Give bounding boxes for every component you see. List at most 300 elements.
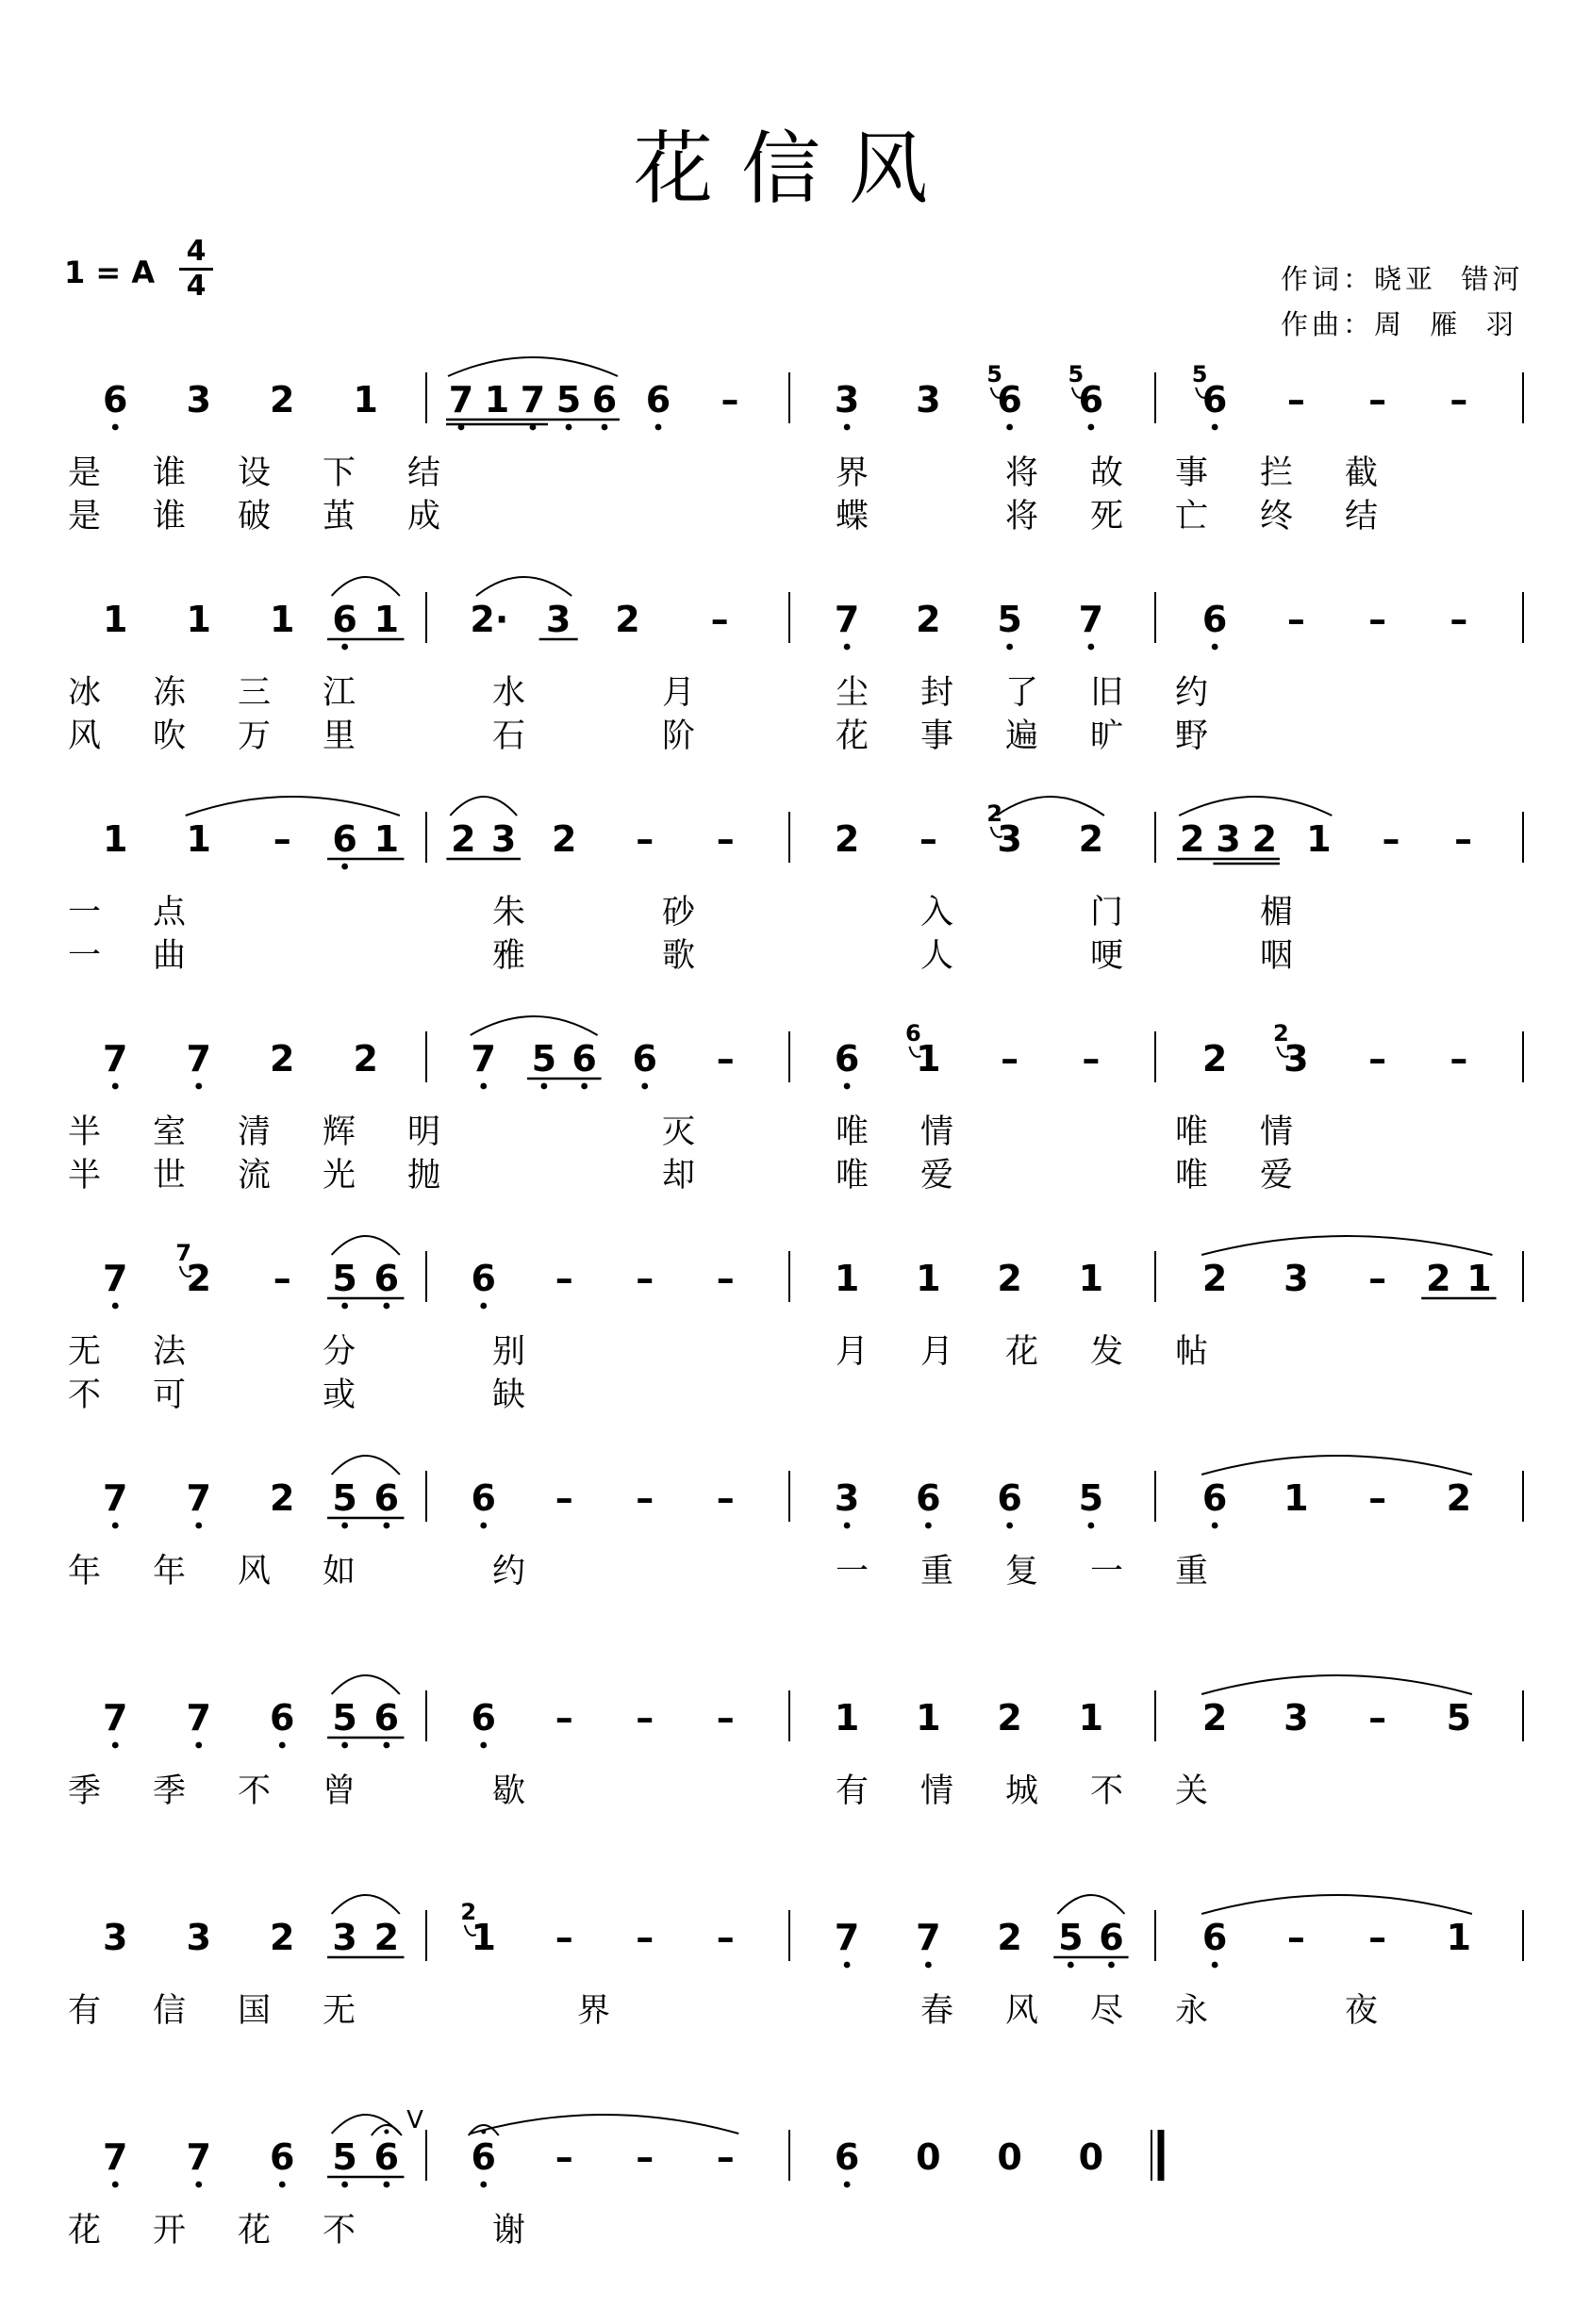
slur <box>450 797 517 816</box>
octave-dot <box>844 1083 851 1090</box>
slur <box>471 1016 598 1035</box>
lyric-char: 界 <box>836 454 870 492</box>
song-title: 花信风 <box>633 123 956 215</box>
lyric-char: 如 <box>323 1553 356 1591</box>
lyric-char: 里 <box>323 717 356 755</box>
octave-dot <box>112 424 119 431</box>
lyric-char: 月 <box>662 674 696 712</box>
slur <box>1179 797 1332 816</box>
lyric-char: 不 <box>238 1772 272 1810</box>
lyric-char: 谁 <box>153 454 187 492</box>
lyric-char: 抛 <box>407 1157 441 1195</box>
note: 7 <box>186 1697 211 1739</box>
note: 2 <box>353 1038 378 1080</box>
fermata-dot <box>384 2130 389 2134</box>
lyric-char: 或 <box>323 1376 356 1414</box>
note: 2 <box>615 599 640 640</box>
octave-dot <box>383 1303 389 1310</box>
lyric-char: 无 <box>68 1333 102 1371</box>
lyric-char: 入 <box>920 894 954 931</box>
lyric-char: 爱 <box>920 1157 954 1195</box>
note: 7 <box>103 1477 128 1519</box>
note: 7 <box>834 1917 860 1958</box>
dash-note: – <box>636 1258 654 1299</box>
note: 1 <box>471 1917 496 1958</box>
lyric-char: 不 <box>68 1376 102 1414</box>
dash-note: – <box>636 1917 654 1958</box>
lyric-char: 门 <box>1090 894 1124 931</box>
note: 6 <box>1201 1917 1228 1958</box>
note: 6 <box>591 379 618 420</box>
note: 3 <box>997 818 1022 860</box>
grace-note: 7 <box>175 1240 192 1266</box>
slur <box>997 797 1104 816</box>
note: 2 <box>997 1917 1022 1958</box>
lyric-char: 砂 <box>662 894 696 931</box>
lyric-char: 爱 <box>1260 1157 1294 1195</box>
note: 6 <box>270 1697 295 1739</box>
lyric-char: 谁 <box>153 498 187 536</box>
lyric-char: 谢 <box>492 2212 526 2250</box>
octave-dot <box>383 2182 389 2188</box>
dash-note: – <box>273 818 291 860</box>
lyric-char: 不 <box>1090 1772 1124 1810</box>
lyric-char: 发 <box>1090 1333 1124 1371</box>
note: 6 <box>471 1697 496 1739</box>
note: 2 <box>834 818 860 860</box>
dash-note: – <box>1449 379 1468 420</box>
note: 5 <box>531 1038 557 1080</box>
lyric-char: 却 <box>662 1157 696 1195</box>
slur <box>332 1456 400 1475</box>
note: 6 <box>645 379 671 420</box>
note: 2 <box>270 1917 295 1958</box>
octave-dot <box>480 2182 487 2188</box>
note: 5 <box>332 1477 357 1519</box>
note: 1 <box>270 599 295 640</box>
octave-dot <box>925 1523 932 1529</box>
lyric-char: 不 <box>323 2212 356 2250</box>
lyric-char: 一 <box>836 1553 870 1591</box>
note: 7 <box>916 1917 941 1958</box>
octave-dot <box>112 1083 119 1090</box>
slur <box>332 2115 400 2134</box>
note: 7 <box>448 379 474 420</box>
octave-dot <box>279 2182 286 2188</box>
slur <box>332 1895 400 1914</box>
slur <box>471 2115 739 2134</box>
lyric-char: 一 <box>1090 1553 1124 1591</box>
grace-note: 5 <box>986 361 1002 387</box>
note: 5 <box>1446 1697 1472 1739</box>
note: 1 <box>186 818 211 860</box>
octave-dot <box>195 2182 202 2188</box>
lyric-char: 开 <box>153 2212 187 2250</box>
lyric-char: 结 <box>1345 498 1379 536</box>
time-denominator: 4 <box>186 270 207 303</box>
octave-dot <box>112 1303 119 1310</box>
octave-dot <box>1087 424 1094 431</box>
octave-dot <box>1108 1962 1115 1969</box>
lyric-char: 无 <box>323 1992 356 2030</box>
lyric-char: 冰 <box>68 674 102 712</box>
note: 7 <box>186 1038 211 1080</box>
dash-note: – <box>716 1477 735 1519</box>
note: 2 <box>1201 1258 1228 1299</box>
dash-note: – <box>919 818 937 860</box>
octave-dot <box>581 1083 588 1090</box>
octave-dot <box>602 424 608 431</box>
key-signature: 1 = A <box>64 255 156 290</box>
lyric-char: 情 <box>1260 1113 1294 1151</box>
lyric-char: 季 <box>153 1772 187 1810</box>
octave-dot <box>341 1303 348 1310</box>
lyric-char: 江 <box>323 674 356 712</box>
lyric-char: 室 <box>153 1113 187 1151</box>
note: 6 <box>270 2136 295 2178</box>
note: 6 <box>1201 379 1228 420</box>
note: 6 <box>373 1697 400 1739</box>
note: 3 <box>834 1477 860 1519</box>
dash-note: – <box>1368 379 1387 420</box>
note: 6 <box>632 1038 657 1080</box>
dash-note: – <box>1454 818 1473 860</box>
octave-dot <box>1212 644 1218 651</box>
lyric-char: 结 <box>407 454 441 492</box>
note: 2 <box>373 1917 400 1958</box>
note: 7 <box>186 1477 211 1519</box>
lyric-char: 尽 <box>1090 1992 1124 2030</box>
slur <box>1201 1236 1492 1255</box>
grace-note: 6 <box>905 1020 921 1047</box>
note: 6 <box>373 2136 400 2178</box>
note: 1 <box>1078 1258 1104 1299</box>
octave-dot <box>844 2182 851 2188</box>
note: 7 <box>834 599 860 640</box>
dash-note: – <box>1001 1038 1019 1080</box>
octave-dot <box>480 1742 487 1749</box>
lyric-char: 旧 <box>1090 674 1124 712</box>
lyric-char: 月 <box>920 1333 954 1371</box>
lyric-char: 花 <box>68 2212 102 2250</box>
lyric-char: 唯 <box>1175 1157 1209 1195</box>
octave-dot <box>566 424 572 431</box>
lyric-char: 春 <box>920 1992 954 2030</box>
note: 6 <box>1099 1917 1124 1958</box>
dash-note: – <box>636 818 654 860</box>
note: 1 <box>1466 1258 1492 1299</box>
octave-dot <box>383 1523 389 1529</box>
note: 5 <box>1078 1477 1104 1519</box>
dash-note: – <box>1368 1258 1387 1299</box>
note: 6 <box>997 1477 1022 1519</box>
lyric-char: 雅 <box>492 937 526 975</box>
note: 1 <box>834 1697 860 1739</box>
lyric-char: 年 <box>153 1553 187 1591</box>
lyric-char: 将 <box>1005 454 1039 492</box>
lyric-char: 花 <box>1005 1333 1039 1371</box>
dash-note: – <box>1368 1038 1387 1080</box>
lyric-char: 帖 <box>1175 1333 1209 1371</box>
octave-dot <box>112 1523 119 1529</box>
octave-dot <box>1212 1962 1218 1969</box>
note: 0 <box>916 2136 941 2178</box>
note: 3 <box>1216 818 1241 860</box>
note: 6 <box>1201 1477 1228 1519</box>
note: 3 <box>186 379 211 420</box>
octave-dot <box>844 644 851 651</box>
lyric-char: 尘 <box>836 674 870 712</box>
note: 6 <box>1078 379 1104 420</box>
lyric-char: 唯 <box>836 1113 870 1151</box>
note: 2 <box>186 1258 211 1299</box>
note: 7 <box>103 1697 128 1739</box>
lyric-char: 死 <box>1090 498 1124 536</box>
note: 2 <box>270 379 295 420</box>
dash-note: – <box>1449 1038 1468 1080</box>
note: 2 <box>1201 1038 1228 1080</box>
note: 2 <box>451 818 476 860</box>
lyric-char: 界 <box>577 1992 611 2030</box>
lyric-char: 吹 <box>153 717 187 755</box>
lyric-char: 拦 <box>1260 454 1294 492</box>
octave-dot <box>1212 1523 1218 1529</box>
note: 5 <box>332 1697 357 1739</box>
note: 2 <box>270 1477 295 1519</box>
lyric-char: 重 <box>1175 1553 1209 1591</box>
lyric-char: 成 <box>407 498 441 536</box>
lyric-char: 事 <box>920 717 954 755</box>
octave-dot <box>1006 644 1013 651</box>
dash-note: – <box>636 1697 654 1739</box>
octave-dot <box>341 864 348 870</box>
dash-note: – <box>1382 818 1400 860</box>
lyric-char: 将 <box>1005 498 1039 536</box>
lyric-char: 世 <box>153 1157 187 1195</box>
note: 6 <box>471 2136 496 2178</box>
note: 6 <box>997 379 1022 420</box>
slur <box>332 1236 400 1255</box>
dash-note: – <box>716 1038 735 1080</box>
note: 2· <box>470 599 509 640</box>
note: 2 <box>552 818 577 860</box>
grace-note: 5 <box>1068 361 1085 387</box>
lyric-char: 风 <box>1005 1992 1039 2030</box>
note: 0 <box>997 2136 1022 2178</box>
lyric-char: 别 <box>492 1333 526 1371</box>
lyric-char: 半 <box>68 1113 102 1151</box>
lyric-char: 法 <box>153 1333 187 1371</box>
grace-note: 2 <box>986 800 1002 827</box>
lyric-char: 情 <box>920 1772 954 1810</box>
note: 6 <box>373 1258 400 1299</box>
breath-mark: V <box>406 2106 423 2134</box>
note: 3 <box>1284 1258 1309 1299</box>
note: 3 <box>490 818 517 860</box>
lyric-char: 分 <box>323 1333 356 1371</box>
note: 2 <box>1179 818 1205 860</box>
note: 2 <box>916 599 941 640</box>
lyric-char: 年 <box>68 1553 102 1591</box>
lyric-char: 曲 <box>153 937 187 975</box>
note: 1 <box>353 379 378 420</box>
note: 3 <box>1284 1038 1309 1080</box>
dash-note: – <box>1286 1917 1305 1958</box>
lyric-char: 辉 <box>323 1113 356 1151</box>
octave-dot <box>844 1962 851 1969</box>
note: 1 <box>916 1697 941 1739</box>
dash-note: – <box>716 818 735 860</box>
lyric-char: 了 <box>1005 674 1039 712</box>
note: 2 <box>1251 818 1278 860</box>
note: 7 <box>103 2136 128 2178</box>
note: 6 <box>471 1477 496 1519</box>
octave-dot <box>279 1742 286 1749</box>
note: 3 <box>1284 1697 1309 1739</box>
lyric-char: 一 <box>68 937 102 975</box>
note: 2 <box>1426 1258 1451 1299</box>
slur <box>476 577 571 596</box>
lyric-char: 半 <box>68 1157 102 1195</box>
dash-note: – <box>1368 1697 1387 1739</box>
lyric-char: 设 <box>238 454 272 492</box>
octave-dot <box>195 1083 202 1090</box>
lyric-char: 国 <box>238 1992 272 2030</box>
note: 7 <box>471 1038 496 1080</box>
octave-dot <box>1006 1523 1013 1529</box>
note: 6 <box>916 1477 941 1519</box>
lyric-char: 月 <box>836 1333 870 1371</box>
octave-dot <box>655 424 662 431</box>
lyric-char: 缺 <box>492 1376 526 1414</box>
lyric-char: 约 <box>1175 674 1209 712</box>
note: 2 <box>1201 1697 1228 1739</box>
note: 7 <box>186 2136 211 2178</box>
note: 6 <box>834 2136 860 2178</box>
note: 3 <box>545 599 571 640</box>
note: 1 <box>103 818 128 860</box>
note: 3 <box>834 379 860 420</box>
octave-dot <box>540 1083 547 1090</box>
octave-dot <box>195 1742 202 1749</box>
note: 5 <box>555 379 582 420</box>
octave-dot <box>1068 1962 1074 1969</box>
slur <box>332 1675 400 1694</box>
dash-note: – <box>555 1477 573 1519</box>
grace-note: 5 <box>1191 361 1208 387</box>
lyric-char: 有 <box>68 1992 102 2030</box>
lyric-char: 阶 <box>662 717 696 755</box>
lyric-char: 遍 <box>1005 717 1039 755</box>
note: 1 <box>1078 1697 1104 1739</box>
octave-dot <box>112 2182 119 2188</box>
note: 1 <box>186 599 211 640</box>
dash-note: – <box>710 599 729 640</box>
note: 5 <box>332 2136 357 2178</box>
note: 7 <box>103 1258 128 1299</box>
octave-dot <box>112 1742 119 1749</box>
note: 6 <box>103 379 128 420</box>
lyric-char: 蝶 <box>836 498 870 536</box>
lyric-char: 冻 <box>153 674 187 712</box>
octave-dot <box>844 1523 851 1529</box>
lyric-char: 风 <box>238 1553 272 1591</box>
note: 1 <box>1284 1477 1309 1519</box>
lyric-char: 是 <box>68 454 102 492</box>
lyric-char: 万 <box>238 717 272 755</box>
lyric-char: 季 <box>68 1772 102 1810</box>
slur <box>1201 1456 1472 1475</box>
dash-note: – <box>1082 1038 1101 1080</box>
lyric-char: 茧 <box>323 498 356 536</box>
dash-note: – <box>716 1258 735 1299</box>
lyric-char: 截 <box>1345 454 1379 492</box>
lyric-char: 可 <box>153 1376 187 1414</box>
lyric-char: 风 <box>68 717 102 755</box>
note: 7 <box>520 379 546 420</box>
octave-dot <box>1212 424 1218 431</box>
lyric-char: 城 <box>1005 1772 1039 1810</box>
lyric-char: 旷 <box>1090 717 1124 755</box>
lyric-char: 夜 <box>1345 1992 1379 2030</box>
note: 5 <box>997 599 1022 640</box>
dash-note: – <box>1368 1917 1387 1958</box>
slur <box>332 577 400 596</box>
dash-note: – <box>636 1477 654 1519</box>
slur <box>1057 1895 1124 1914</box>
dash-note: – <box>720 379 739 420</box>
lyric-char: 点 <box>153 894 187 931</box>
octave-dot <box>1087 1523 1094 1529</box>
lyric-char: 重 <box>920 1553 954 1591</box>
note: 1 <box>373 818 400 860</box>
octave-dot <box>641 1083 648 1090</box>
lyric-char: 封 <box>920 674 954 712</box>
note: 3 <box>916 379 941 420</box>
lyric-char: 破 <box>238 498 272 536</box>
octave-dot <box>480 1523 487 1529</box>
note: 2 <box>1078 818 1104 860</box>
slur <box>448 357 618 376</box>
note: 1 <box>103 599 128 640</box>
note: 2 <box>270 1038 295 1080</box>
dash-note: – <box>1368 1477 1387 1519</box>
note: 3 <box>332 1917 357 1958</box>
lyric-char: 野 <box>1175 717 1209 755</box>
dash-note: – <box>273 1258 291 1299</box>
note: 6 <box>332 818 357 860</box>
lyric-char: 有 <box>836 1772 870 1810</box>
time-numerator: 4 <box>186 235 207 268</box>
dash-note: – <box>1368 599 1387 640</box>
grace-note: 2 <box>460 1899 477 1925</box>
note: 0 <box>1078 2136 1104 2178</box>
dash-note: – <box>716 1697 735 1739</box>
slur <box>186 797 400 816</box>
note: 2 <box>997 1258 1022 1299</box>
lyric-char: 咽 <box>1260 937 1294 975</box>
dash-note: – <box>636 2136 654 2178</box>
note: 7 <box>103 1038 128 1080</box>
lyric-char: 光 <box>323 1157 356 1195</box>
lyric-char: 事 <box>1175 454 1209 492</box>
octave-dot <box>1087 644 1094 651</box>
lyric-char: 复 <box>1005 1553 1039 1591</box>
note: 5 <box>332 1258 357 1299</box>
note: 2 <box>1446 1477 1472 1519</box>
note: 6 <box>834 1038 860 1080</box>
octave-dot <box>844 424 851 431</box>
